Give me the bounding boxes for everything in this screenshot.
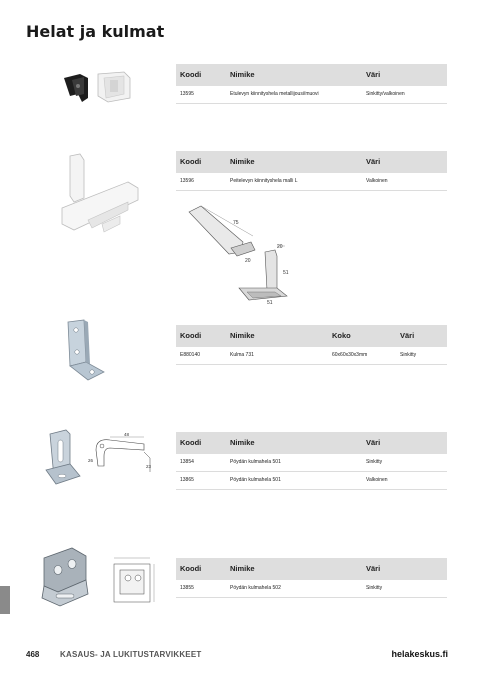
- product-image-13596: [58, 150, 148, 242]
- header-vari: Väri: [366, 438, 381, 447]
- header-koodi: Koodi: [180, 157, 202, 166]
- product-table-13596: [176, 151, 447, 191]
- cell-nimike: Kulma 731: [230, 352, 254, 358]
- header-koodi: Koodi: [180, 564, 202, 573]
- dim-l-top: 20: [277, 244, 283, 250]
- table-header: [176, 64, 447, 86]
- table-header: [176, 325, 447, 347]
- header-nimike: Nimike: [230, 157, 255, 166]
- dim-501-a: 48: [124, 432, 130, 437]
- cell-vari: Valkoinen: [366, 178, 388, 184]
- product-table-13855: [176, 558, 447, 598]
- product-image-13595: [58, 68, 148, 110]
- page-number: 468: [26, 650, 40, 659]
- cell-koodi: 13595: [180, 91, 194, 97]
- cell-koodi: 13854: [180, 459, 194, 465]
- product-image-13855: [38, 546, 162, 608]
- header-vari: Väri: [366, 70, 381, 79]
- dim-501-b: 23: [146, 464, 152, 469]
- table-row: [176, 86, 447, 104]
- dim-l-base: 51: [267, 300, 273, 306]
- cell-nimike: Etulevyn kiinnityshela metallijousi/muovi: [230, 91, 319, 97]
- table-header: [176, 151, 447, 173]
- table-header: [176, 558, 447, 580]
- cell-vari: Sinkitty: [366, 585, 383, 591]
- cell-vari: Sinkitty: [400, 352, 417, 358]
- header-koodi: Koodi: [180, 331, 202, 340]
- product-table-13595: [176, 64, 447, 104]
- technical-drawing-13596: [183, 200, 298, 308]
- header-vari: Väri: [400, 331, 415, 340]
- cell-koodi: 13865: [180, 477, 194, 483]
- cell-nimike: Pöydän kulmahela 501: [230, 459, 281, 465]
- dim-l-length: 75: [233, 220, 239, 226]
- header-vari: Väri: [366, 564, 381, 573]
- cell-koodi: 13596: [180, 178, 194, 184]
- table-row: [176, 472, 447, 490]
- table-row: [176, 347, 447, 365]
- cell-vari: Sinkitty: [366, 459, 383, 465]
- section-side-tab: [0, 586, 10, 614]
- cell-koodi: E880140: [180, 352, 201, 358]
- cell-koko: 60x60x30x3mm: [332, 352, 368, 358]
- table-row: [176, 580, 447, 598]
- dim-l-height: 51: [283, 270, 289, 276]
- footer-section-title: KASAUS- JA LUKITUSTARVIKKEET: [60, 650, 202, 659]
- footer-website: helakeskus.fi: [391, 649, 448, 659]
- page-title: Helat ja kulmat: [26, 22, 165, 41]
- table-header: [176, 432, 447, 454]
- table-row: [176, 173, 447, 191]
- cell-koodi: 13855: [180, 585, 194, 591]
- product-table-E880140: [176, 325, 447, 365]
- header-nimike: Nimike: [230, 438, 255, 447]
- product-image-E880140: [62, 318, 108, 384]
- cell-vari: Sinkitty/valkoinen: [366, 91, 405, 97]
- header-koko: Koko: [332, 331, 351, 340]
- header-vari: Väri: [366, 157, 381, 166]
- dim-l-side: 20: [245, 258, 251, 264]
- header-koodi: Koodi: [180, 70, 202, 79]
- dim-501-c: 26: [88, 458, 94, 463]
- header-nimike: Nimike: [230, 564, 255, 573]
- header-nimike: Nimike: [230, 70, 255, 79]
- header-nimike: Nimike: [230, 331, 255, 340]
- cell-nimike: Peitelevyn kiinnityshela malli L: [230, 178, 298, 184]
- product-table-501: [176, 432, 447, 490]
- cell-vari: Valkoinen: [366, 477, 388, 483]
- cell-nimike: Pöydän kulmahela 501: [230, 477, 281, 483]
- cell-nimike: Pöydän kulmahela 502: [230, 585, 281, 591]
- product-image-13854: [40, 428, 164, 488]
- header-koodi: Koodi: [180, 438, 202, 447]
- table-row: [176, 454, 447, 472]
